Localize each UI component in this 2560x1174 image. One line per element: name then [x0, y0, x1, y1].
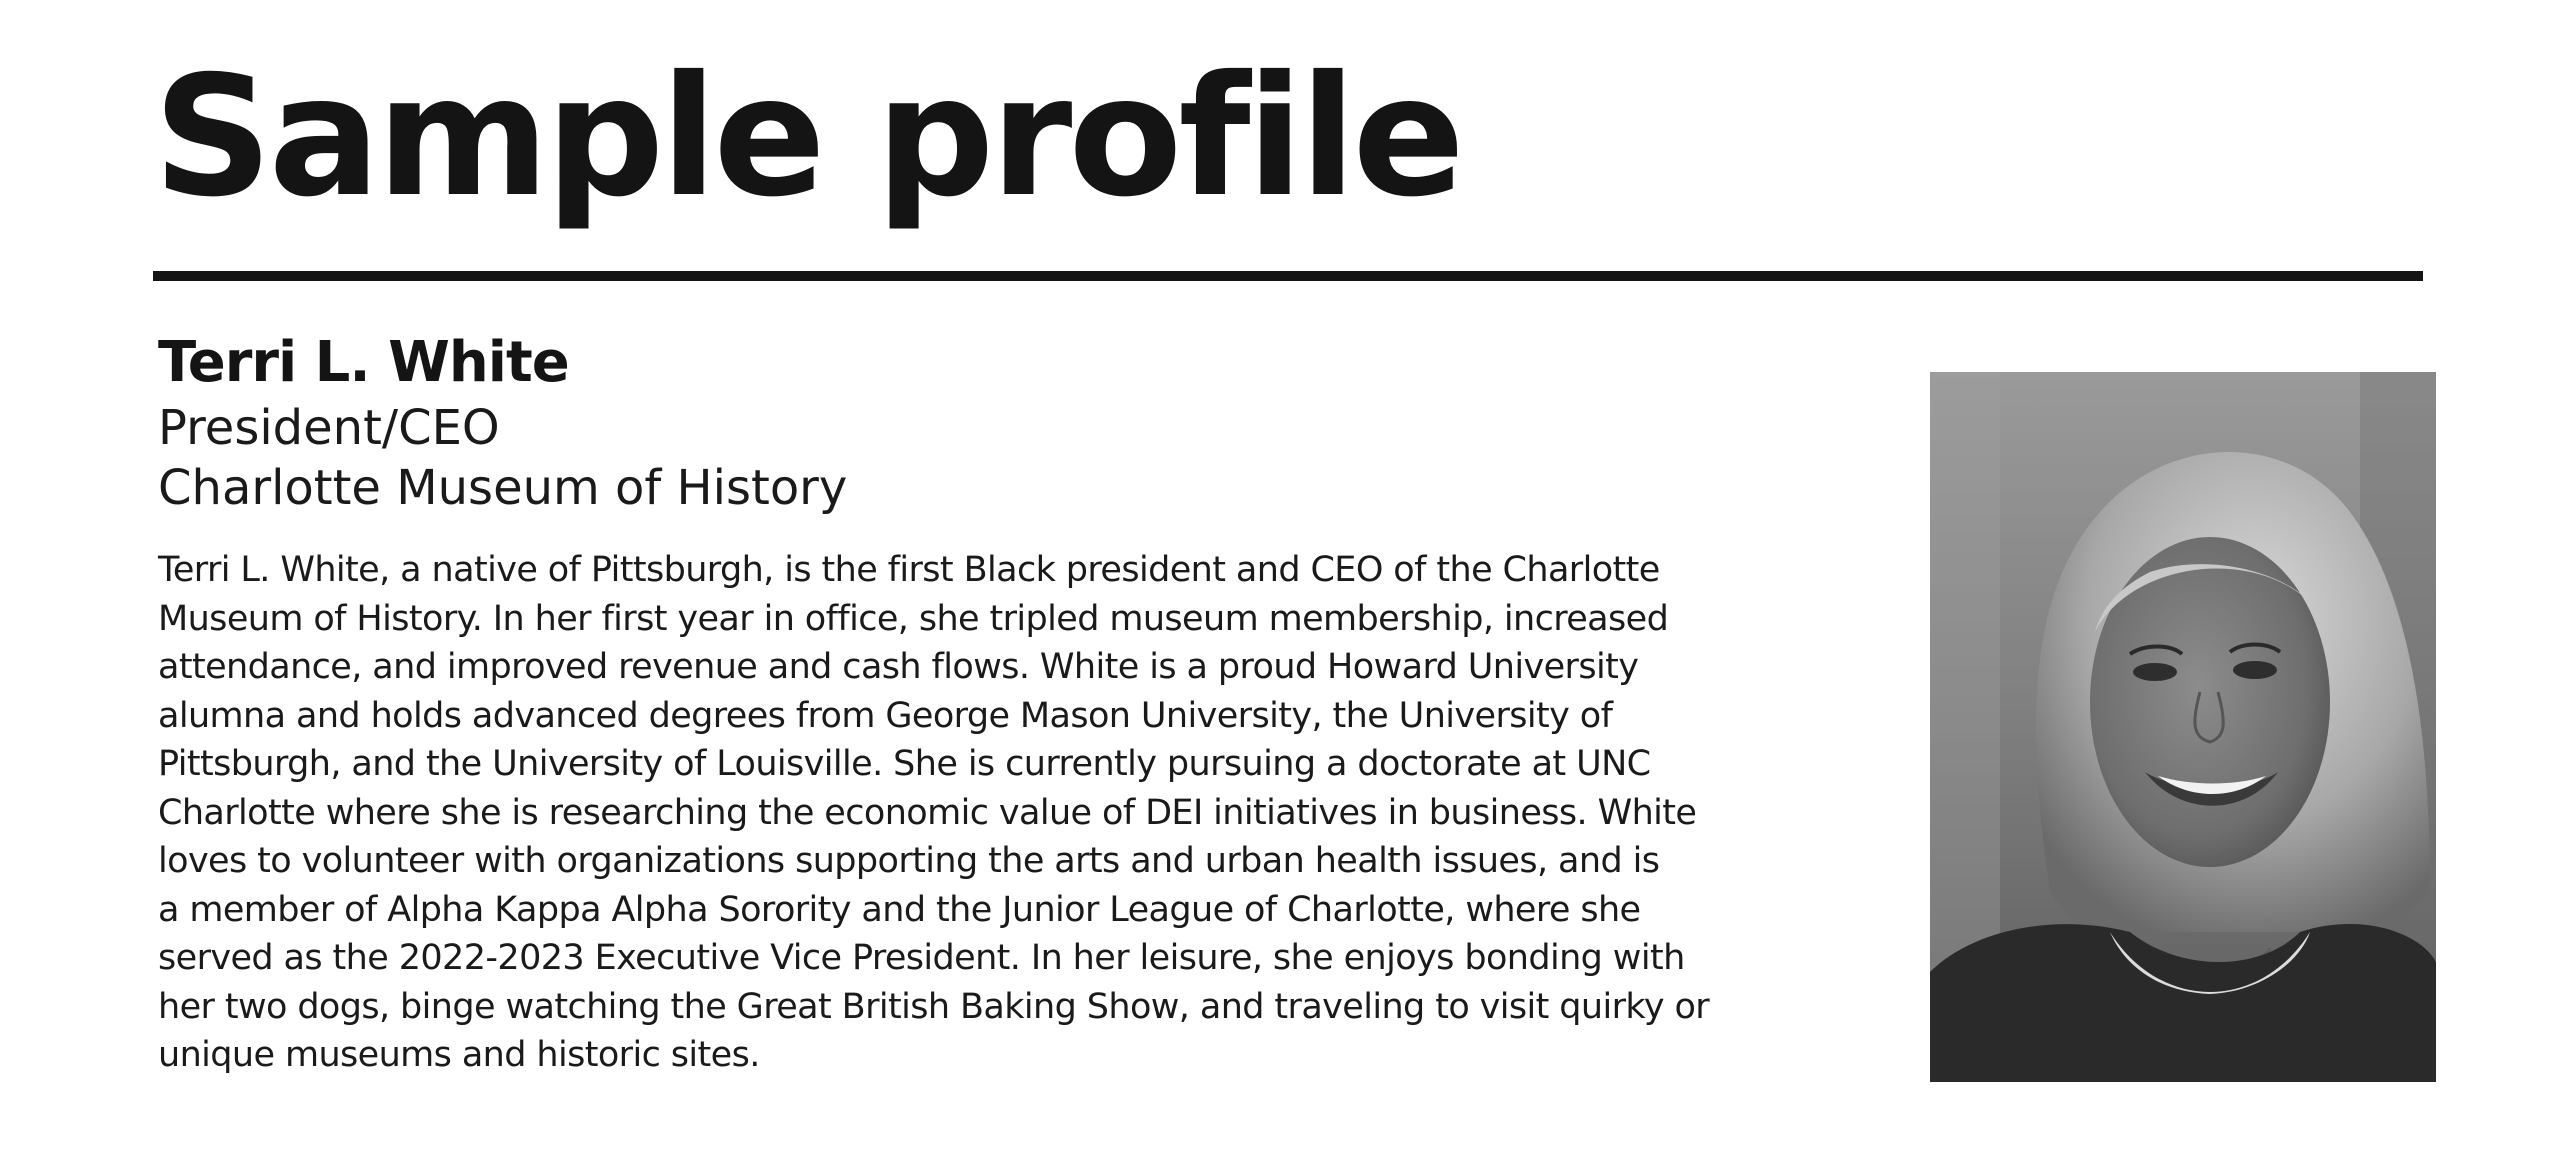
- portrait-photo: [1930, 372, 2436, 1082]
- profile-role: President/CEO: [158, 400, 500, 456]
- bio-line: alumna and holds advanced degrees from George Mason University, the University of: [158, 695, 1613, 736]
- portrait-photo-icon: [1930, 372, 2436, 1082]
- bio-line: attendance, and improved revenue and cash flows. White is a proud Howard University: [158, 647, 1639, 687]
- page-title: Sample profile: [153, 41, 1461, 234]
- bio-line: Pittsburgh, and the University of Louisville. She is currently pursuing a doctorate at UNC: [158, 744, 1651, 784]
- bio-line: a member of Alpha Kappa Alpha Sorority and the Junior League of Charlotte, where she: [158, 889, 1641, 930]
- bio-line: loves to volunteer with organizations supporting the arts and urban health issues, and is: [158, 841, 1660, 881]
- profile-bio: [158, 546, 1878, 1080]
- bio-line: unique museums and historic sites.: [158, 1035, 760, 1075]
- bio-line: Museum of History. In her first year in office, she tripled museum membership, increased: [158, 598, 1669, 639]
- bio-line: her two dogs, binge watching the Great British Baking Show, and traveling to visit quirky or: [158, 986, 1710, 1027]
- title-divider: [153, 271, 2423, 281]
- bio-line: Terri L. White, a native of Pittsburgh, is the first Black president and CEO of the Charlotte: [158, 550, 1660, 590]
- profile-name: Terri L. White: [158, 330, 569, 395]
- profile-organization: Charlotte Museum of History: [158, 460, 848, 516]
- bio-line: served as the 2022-2023 Executive Vice President. In her leisure, she enjoys bonding with: [158, 938, 1685, 978]
- bio-line: Charlotte where she is researching the economic value of DEI initiatives in business. White: [158, 792, 1697, 833]
